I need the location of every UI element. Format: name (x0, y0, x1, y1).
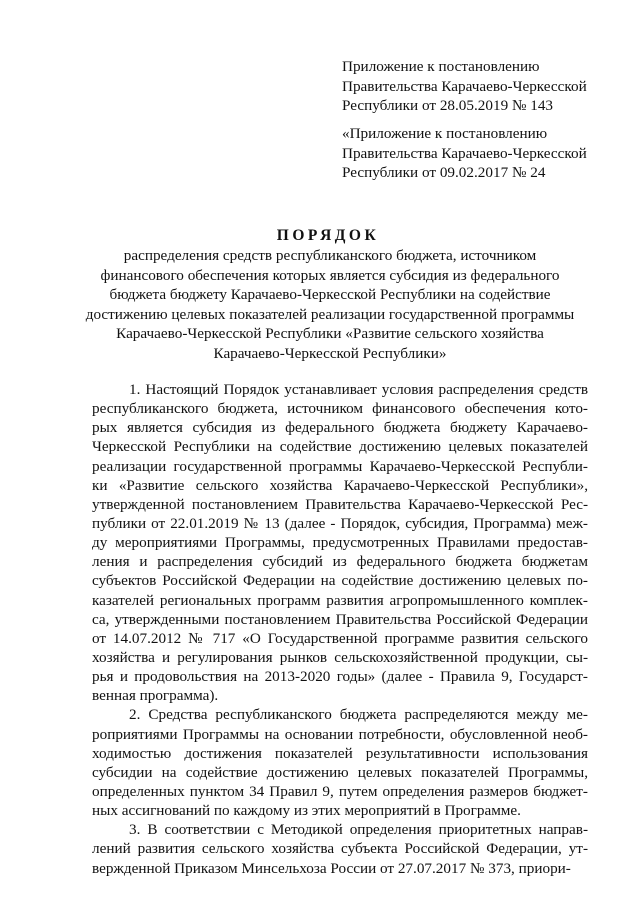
paragraph-line: публики от 22.01.2019 № 13 (далее - Порядок, субсидия, Программа) меж- (92, 514, 588, 532)
appendix-header-line: «Приложение к постановлению (342, 125, 548, 142)
appendix-header-line: Правительства Карачаево-Черкесской (342, 144, 587, 162)
paragraph-line: 2. Средства республиканского бюджета распределяются между ме- (129, 706, 588, 724)
paragraph-line: реализации государственной программы Карачаево-Черкесской Республи- (92, 457, 588, 475)
paragraph-line: Черкесской Республики на содействие достижению целевых показателей (92, 438, 588, 456)
paragraph-line: определенных пунктом 34 Правил 9, путем определения размеров бюджет- (92, 782, 588, 800)
paragraph-line: 1. Настоящий Порядок устанавливает условия распределения средств (129, 381, 588, 398)
paragraph-line: венная программа). (92, 687, 219, 705)
paragraph-line: ных ассигнований по каждому из этих мероприятий в Программе. (92, 802, 521, 820)
paragraph-line: лений развития сельского хозяйства субъекта Российской Федерации, ут- (92, 840, 588, 858)
paragraph-1 (92, 380, 588, 705)
paragraph-line: казателей региональных программ развития агропромышленного комплек- (92, 591, 588, 609)
appendix-header-new (342, 57, 632, 116)
paragraph-line: рых является субсидия из федерального бюджета бюджету Карачаево- (92, 419, 588, 437)
appendix-header-line: Республики от 28.05.2019 № 143 (342, 97, 554, 114)
appendix-header-old (342, 124, 632, 183)
paragraph-line: республиканского бюджета, источником финансового обеспечения кото- (92, 400, 588, 418)
document-title: ПОРЯДОК (276, 227, 380, 244)
paragraph-line: ходимостью достижения показателей результативности использования (92, 744, 588, 762)
paragraph-line: са, утвержденными постановлением Правительства Российской Федерации (92, 610, 588, 628)
paragraph-line: субъектов Российской Федерации на содействие достижению целевых по- (92, 572, 588, 590)
subtitle-line: достижению целевых показателей реализации государственной программы (85, 305, 575, 323)
subtitle-line: распределения средств республиканского бюджета, источником (123, 247, 537, 264)
paragraph-line: ки «Развитие сельского хозяйства Карачаево-Черкесской Республики», (92, 476, 588, 494)
paragraph-line: субсидии на содействие достижению целевых показателей Программы, (92, 763, 588, 781)
paragraph-line: от 14.07.2012 № 717 «О Государственной программе развития сельского (92, 629, 588, 647)
paragraph-line: вержденной Приказом Минсельхоза России от 27.07.2017 № 373, приори- (92, 859, 571, 877)
subtitle-line: Карачаево-Черкесской Республики «Развитие сельского хозяйства (116, 325, 544, 343)
paragraph-line: роприятиями Программы на основании потребности, обусловленной необ- (92, 725, 588, 743)
paragraph-line: ления и распределения субсидий из федерального бюджета бюджетам (92, 553, 588, 571)
document-subtitle (80, 246, 580, 364)
paragraph-line: ду мероприятиями Программы, предусмотренных Правилами предостав- (92, 534, 588, 552)
paragraph-2 (92, 705, 588, 820)
appendix-header-line: Приложение к постановлению (342, 58, 540, 75)
document-body (92, 380, 588, 878)
subtitle-line: бюджета бюджету Карачаево-Черкесской Республики на содействие (109, 286, 551, 304)
appendix-header-line: Правительства Карачаево-Черкесской (342, 77, 587, 95)
paragraph-line: хозяйства и регулирования рынков сельскохозяйственной продукции, сы- (92, 648, 588, 666)
paragraph-line: 3. В соответствии с Методикой определения приоритетных направ- (129, 821, 588, 839)
subtitle-line: Карачаево-Черкесской Республики» (213, 344, 447, 362)
subtitle-line: финансового обеспечения которых является субсидия из федерального (100, 266, 560, 284)
paragraph-3 (92, 820, 588, 877)
paragraph-line: рья и продовольствия на 2013-2020 годы» (далее - Правила 9, Государст- (92, 668, 588, 686)
paragraph-line: утвержденной постановлением Правительства Карачаево-Черкесской Рес- (92, 495, 588, 513)
appendix-header-line: Республики от 09.02.2017 № 24 (342, 164, 546, 181)
